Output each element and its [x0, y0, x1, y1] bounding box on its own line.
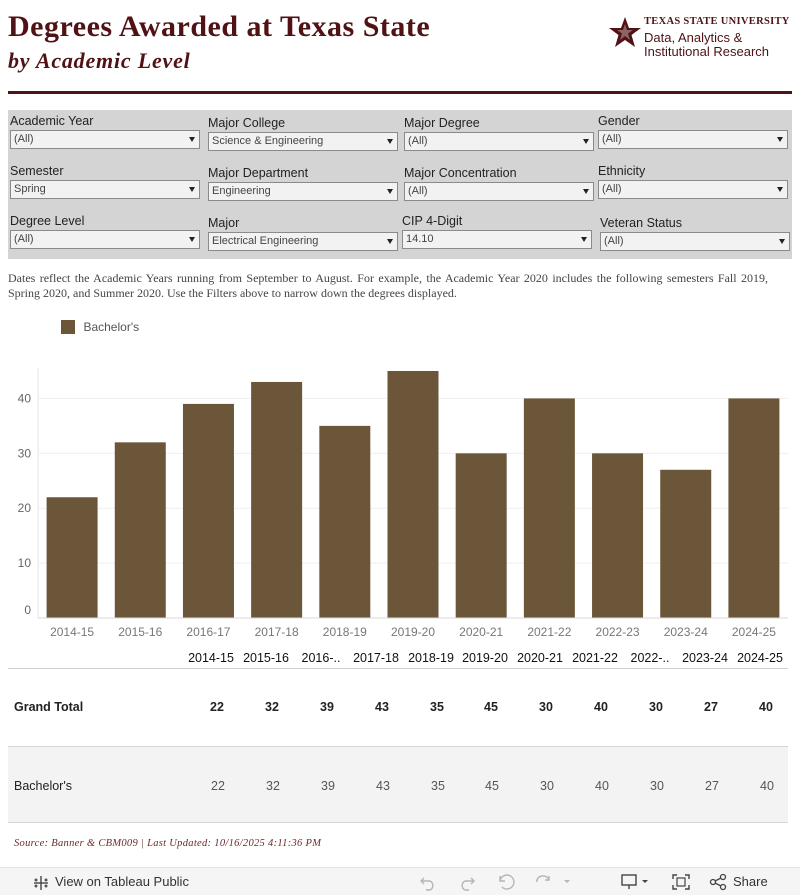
table-cell: 45 — [485, 779, 499, 793]
view-on-tableau-label: View on Tableau Public — [55, 874, 189, 889]
major-dropdown[interactable] — [208, 232, 398, 251]
chevron-down-icon — [777, 137, 783, 142]
filter-cip-4-digit — [402, 214, 592, 249]
y-tick-label: 30 — [17, 446, 31, 461]
filter-major-concentration — [404, 166, 594, 201]
bar-2023-24[interactable] — [660, 470, 711, 618]
filter-label: Major Degree — [404, 116, 480, 130]
table-cell: 40 — [594, 700, 608, 714]
y-tick-label: 10 — [17, 556, 31, 571]
dropdown-value: (All) — [14, 233, 34, 245]
chevron-down-icon — [583, 189, 589, 194]
bar-2020-21[interactable] — [456, 453, 507, 618]
dropdown-value: Science & Engineering — [212, 135, 324, 147]
filter-panel — [8, 110, 792, 259]
x-tick-label: 2017-18 — [254, 625, 299, 639]
column-header[interactable]: 2021-22 — [572, 651, 618, 665]
table-cell: 32 — [266, 779, 280, 793]
bar-2022-23[interactable] — [592, 453, 643, 618]
chevron-down-icon — [387, 189, 393, 194]
logo-department-line1: Data, Analytics & — [644, 30, 743, 45]
x-tick-label: 2023-24 — [663, 625, 708, 639]
refresh-icon[interactable] — [534, 873, 574, 891]
x-tick-label: 2019-20 — [390, 625, 436, 639]
filter-label: Veteran Status — [600, 216, 683, 230]
major-college-dropdown[interactable] — [208, 132, 398, 151]
table-cell: 30 — [649, 700, 663, 714]
undo-icon[interactable] — [418, 873, 438, 891]
university-logo — [608, 14, 798, 64]
table-cell: 27 — [705, 779, 719, 793]
filter-label: Academic Year — [10, 114, 94, 128]
column-header[interactable]: 2018-19 — [408, 651, 454, 665]
x-tick-label: 2015-16 — [118, 625, 163, 639]
dropdown-value: (All) — [604, 235, 624, 247]
table-row-grand-total — [8, 669, 788, 746]
chevron-down-icon — [779, 239, 785, 244]
chevron-down-icon — [387, 139, 393, 144]
veteran-status-dropdown[interactable] — [600, 232, 790, 251]
gender-dropdown[interactable] — [598, 130, 788, 149]
filter-major-college — [208, 116, 398, 151]
dropdown-value: Engineering — [212, 185, 271, 197]
table-cell: 43 — [375, 700, 389, 714]
chart-legend[interactable] — [61, 318, 139, 336]
dropdown-value: 14.10 — [406, 233, 434, 245]
share-button[interactable]: Share — [733, 874, 768, 889]
filter-label: Semester — [10, 164, 64, 178]
table-cell: 39 — [321, 779, 335, 793]
tableau-toolbar — [0, 867, 800, 895]
x-tick-label: 2018-19 — [322, 625, 367, 639]
y-tick-label: 40 — [17, 391, 31, 406]
table-cell: 30 — [650, 779, 664, 793]
star-icon — [608, 16, 642, 50]
x-tick-label: 2016-17 — [186, 625, 231, 639]
table-cell: 40 — [759, 700, 773, 714]
filter-label: Major Concentration — [404, 166, 517, 180]
redo-icon[interactable] — [457, 873, 477, 891]
tableau-logo-icon — [33, 875, 49, 891]
filter-academic-year — [10, 114, 200, 149]
chevron-down-icon — [583, 139, 589, 144]
legend-swatch — [61, 320, 75, 334]
y-tick-label: 0 — [24, 603, 31, 617]
semester-dropdown[interactable] — [10, 180, 200, 199]
dropdown-value: (All) — [408, 135, 428, 147]
filter-label: Gender — [598, 114, 640, 128]
dropdown-value: (All) — [602, 183, 622, 195]
bar-2018-19[interactable] — [319, 426, 370, 618]
filter-gender — [598, 114, 788, 149]
column-header[interactable]: 2023-24 — [682, 651, 728, 665]
share-icon[interactable] — [709, 873, 729, 891]
table-row-bachelors — [8, 746, 788, 823]
y-tick-label: 20 — [17, 501, 31, 516]
column-header[interactable]: 2014-15 — [188, 651, 234, 665]
dropdown-value: Electrical Engineering — [212, 235, 319, 247]
fullscreen-icon[interactable] — [671, 873, 691, 891]
table-cell: 40 — [760, 779, 774, 793]
filter-veteran-status — [600, 216, 790, 251]
table-cell: 35 — [430, 700, 444, 714]
date-note: Dates reflect the Academic Years running from September to August. For example, the Academic Year 2020 includes the following semesters Fall 2019, Spring 2020, and Summer 2020. Use the Filters above to narrow down the degrees displayed. — [8, 271, 768, 300]
column-header[interactable]: 2016-.. — [301, 651, 341, 665]
table-cell: 27 — [704, 700, 718, 714]
bar-2019-20[interactable] — [388, 371, 439, 618]
degrees-bar-chart — [0, 360, 800, 650]
filter-major — [208, 216, 398, 251]
column-header[interactable]: 2015-16 — [243, 651, 289, 665]
x-tick-label: 2020-21 — [459, 625, 504, 639]
column-header[interactable]: 2017-18 — [353, 651, 399, 665]
filter-label: Major Department — [208, 166, 309, 180]
table-cell: 40 — [595, 779, 609, 793]
filter-label: Major College — [208, 116, 286, 130]
logo-department-line2: Institutional Research — [644, 44, 770, 59]
major-degree-dropdown[interactable] — [404, 132, 594, 151]
academic-year-dropdown[interactable] — [10, 130, 200, 149]
logo-university-name: TEXAS STATE UNIVERSITY — [644, 16, 790, 27]
chevron-down-icon — [189, 137, 195, 142]
filter-label: Major — [208, 216, 240, 230]
chevron-down-icon — [777, 187, 783, 192]
chevron-down-icon — [189, 187, 195, 192]
row-label: Bachelor's — [14, 779, 72, 793]
filter-label: CIP 4-Digit — [402, 214, 463, 228]
filter-semester — [10, 164, 200, 199]
table-column-headers — [0, 651, 800, 669]
filter-label: Ethnicity — [598, 164, 646, 178]
source-footnote: Source: Banner & CBM009 | Last Updated: 10/16/2025 4:11:36 PM — [14, 838, 322, 849]
page-title: Degrees Awarded at Texas State — [8, 10, 431, 43]
chevron-down-icon — [189, 237, 195, 242]
dropdown-value: (All) — [408, 185, 428, 197]
bar-2014-15[interactable] — [47, 497, 98, 618]
table-cell: 35 — [431, 779, 445, 793]
revert-icon[interactable] — [496, 873, 516, 891]
ethnicity-dropdown[interactable] — [598, 180, 788, 199]
major-concentration-dropdown[interactable] — [404, 182, 594, 201]
major-department-dropdown[interactable] — [208, 182, 398, 201]
header-divider — [8, 91, 792, 94]
download-icon[interactable] — [620, 873, 652, 891]
cip-4-digit-dropdown[interactable] — [402, 230, 592, 249]
table-cell: 22 — [210, 700, 224, 714]
filter-degree-level — [10, 214, 200, 249]
bar-2015-16[interactable] — [115, 442, 166, 618]
x-tick-label: 2021-22 — [527, 625, 572, 639]
filter-ethnicity — [598, 164, 788, 199]
column-header[interactable]: 2022-.. — [630, 651, 670, 665]
chevron-down-icon — [387, 239, 393, 244]
bar-2024-25[interactable] — [728, 398, 779, 618]
x-tick-label: 2014-15 — [50, 625, 95, 639]
table-cell: 22 — [211, 779, 225, 793]
table-cell: 43 — [376, 779, 390, 793]
dropdown-value: (All) — [14, 133, 34, 145]
x-tick-label: 2024-25 — [731, 625, 776, 639]
bar-2021-22[interactable] — [524, 398, 575, 618]
page-subtitle: by Academic Level — [8, 48, 191, 73]
table-cell: 30 — [540, 779, 554, 793]
bar-2016-17[interactable] — [183, 404, 234, 618]
header — [0, 0, 800, 96]
chevron-down-icon — [581, 237, 587, 242]
degree-level-dropdown[interactable] — [10, 230, 200, 249]
column-header[interactable]: 2024-25 — [737, 651, 783, 665]
table-cell: 39 — [320, 700, 334, 714]
row-label: Grand Total — [14, 700, 84, 714]
filter-label: Degree Level — [10, 214, 85, 228]
legend-label: Bachelor's — [83, 319, 140, 334]
table-cell: 45 — [484, 700, 498, 714]
x-tick-label: 2022-23 — [595, 625, 640, 639]
dropdown-value: Spring — [14, 183, 46, 195]
table-cell: 30 — [539, 700, 553, 714]
column-header[interactable]: 2020-21 — [517, 651, 563, 665]
bar-2017-18[interactable] — [251, 382, 302, 618]
column-header[interactable]: 2019-20 — [462, 651, 508, 665]
table-cell: 32 — [265, 700, 279, 714]
dropdown-value: (All) — [602, 133, 622, 145]
filter-major-degree — [404, 116, 594, 151]
filter-major-department — [208, 166, 398, 201]
